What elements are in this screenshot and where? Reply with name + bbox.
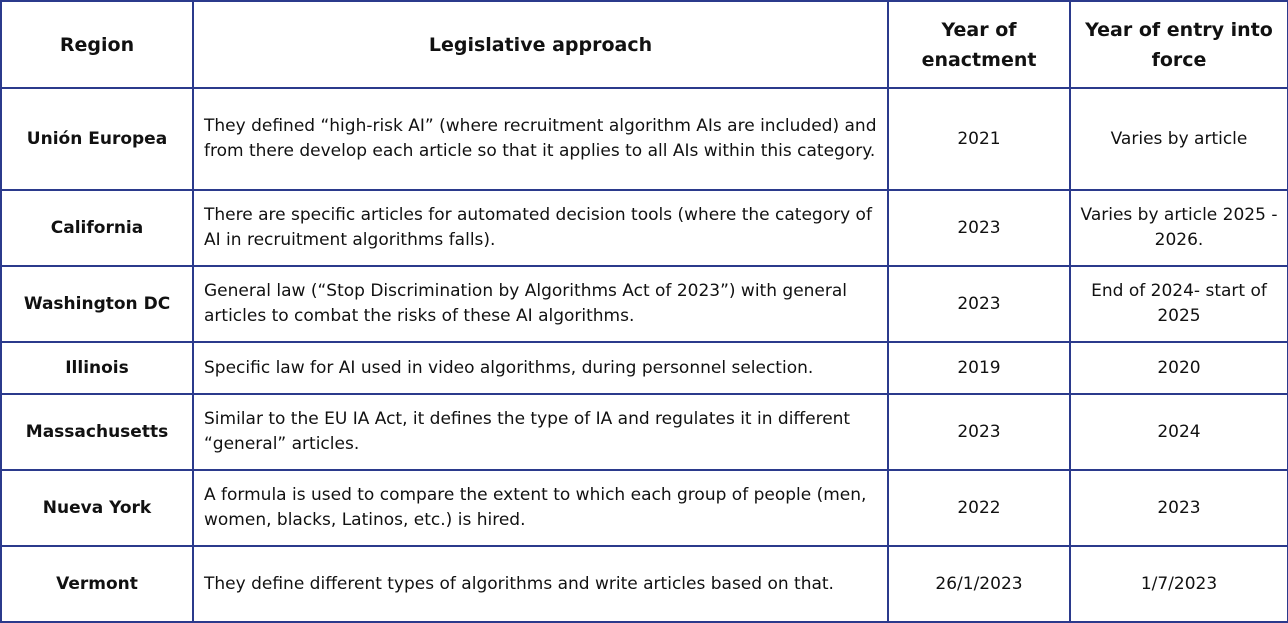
header-legislative-approach: Legislative approach: [193, 1, 888, 88]
enactment-cell: 2021: [888, 88, 1070, 190]
enactment-cell: 2023: [888, 266, 1070, 342]
header-region: Region: [1, 1, 193, 88]
enactment-cell: 2023: [888, 190, 1070, 266]
approach-cell: There are specific articles for automated decision tools (where the category of AI in recruitment algorithms falls).: [193, 190, 888, 266]
region-cell: Illinois: [1, 342, 193, 394]
region-cell: Vermont: [1, 546, 193, 622]
approach-cell: They defined “high-risk AI” (where recruitment algorithm AIs are included) and from there develop each article so that it applies to all AIs within this category.: [193, 88, 888, 190]
entry-into-force-cell: 2024: [1070, 394, 1288, 470]
approach-cell: They define different types of algorithms and write articles based on that.: [193, 546, 888, 622]
approach-cell: General law (“Stop Discrimination by Algorithms Act of 2023”) with general articles to combat the risks of these AI algorithms.: [193, 266, 888, 342]
table-row: [1, 266, 1288, 342]
entry-into-force-cell: End of 2024- start of 2025: [1070, 266, 1288, 342]
enactment-cell: 26/1/2023: [888, 546, 1070, 622]
table-row: [1, 88, 1288, 190]
table-row: [1, 470, 1288, 546]
table-row: [1, 546, 1288, 622]
table-row: [1, 190, 1288, 266]
table-header-row: [1, 1, 1288, 88]
approach-cell: Similar to the EU IA Act, it defines the type of IA and regulates it in different “general” articles.: [193, 394, 888, 470]
enactment-cell: 2019: [888, 342, 1070, 394]
enactment-cell: 2023: [888, 394, 1070, 470]
header-year-of-enactment: Year of enactment: [888, 1, 1070, 88]
region-cell: Massachusetts: [1, 394, 193, 470]
entry-into-force-cell: 2020: [1070, 342, 1288, 394]
entry-into-force-cell: 1/7/2023: [1070, 546, 1288, 622]
approach-cell: A formula is used to compare the extent to which each group of people (men, women, blacks, Latinos, etc.) is hired.: [193, 470, 888, 546]
region-cell: Unión Europea: [1, 88, 193, 190]
table-row: [1, 394, 1288, 470]
region-cell: California: [1, 190, 193, 266]
region-cell: Nueva York: [1, 470, 193, 546]
region-cell: Washington DC: [1, 266, 193, 342]
table-row: [1, 342, 1288, 394]
approach-cell: Specific law for AI used in video algorithms, during personnel selection.: [193, 342, 888, 394]
header-year-of-entry-into-force: Year of entry into force: [1070, 1, 1288, 88]
entry-into-force-cell: 2023: [1070, 470, 1288, 546]
enactment-cell: 2022: [888, 470, 1070, 546]
entry-into-force-cell: Varies by article: [1070, 88, 1288, 190]
entry-into-force-cell: Varies by article 2025 - 2026.: [1070, 190, 1288, 266]
